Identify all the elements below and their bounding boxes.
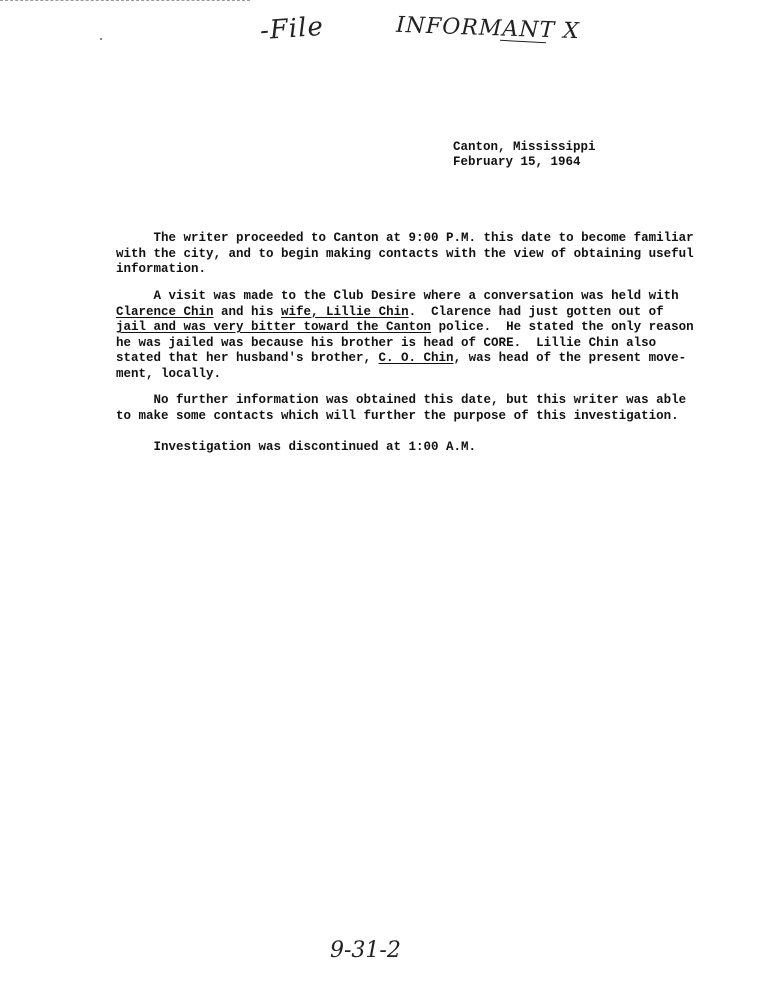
handwritten-file-note: -File <box>259 11 325 47</box>
dateline-place: Canton, Mississippi <box>453 140 596 154</box>
dateline-date: February 15, 1964 <box>453 155 581 169</box>
text-fragment: . Clarence had just gotten out of <box>408 304 664 319</box>
paragraph-line: he was jailed was because his brother is head of CORE. Lillie Chin also <box>116 335 657 350</box>
text-fragment: stated that her husband's brother, <box>116 351 379 365</box>
underlined-jail-phrase: jail and was very bitter toward the Canton <box>116 320 432 334</box>
paragraph-line <box>116 351 706 367</box>
stray-mark <box>100 38 102 40</box>
paragraph-line: with the city, and to begin making contacts with the view of obtaining useful <box>116 246 694 261</box>
paragraph-3 <box>116 393 706 424</box>
paragraph-line: No further information was obtained this date, but this writer was able <box>116 393 687 407</box>
paragraph-line: ment, locally. <box>116 366 222 381</box>
top-dashed-border <box>0 0 250 1</box>
handwritten-informant-note: INFORMANT X <box>395 12 581 45</box>
paragraph-1 <box>116 231 706 278</box>
paragraph-4 <box>116 440 706 456</box>
underlined-name-lillie: wife, Lillie Chin <box>281 304 409 319</box>
paragraph-line: Investigation was discontinued at 1:00 A.M. <box>116 440 477 454</box>
paragraph-line <box>116 320 706 336</box>
paragraph-line <box>116 305 706 321</box>
paragraph-line: to make some contacts which will further the purpose of this investigation. <box>116 408 679 423</box>
paragraph-2 <box>116 289 706 382</box>
dateline <box>453 140 596 170</box>
text-fragment: and his <box>213 304 282 319</box>
handwritten-page-number: 9-31-2 <box>330 938 401 963</box>
paragraph-line: information. <box>116 262 207 276</box>
paragraph-line: The writer proceeded to Canton at 9:00 P.M. this date to become familiar <box>116 231 694 245</box>
text-fragment: police. He stated the only reason <box>431 320 694 334</box>
text-fragment: , was head of the present move- <box>453 351 687 365</box>
underlined-name-co-chin: C. O. Chin <box>378 351 454 365</box>
underlined-name-clarence: Clarence Chin <box>116 304 214 319</box>
paragraph-line: A visit was made to the Club Desire where a conversation was held with <box>116 289 679 303</box>
